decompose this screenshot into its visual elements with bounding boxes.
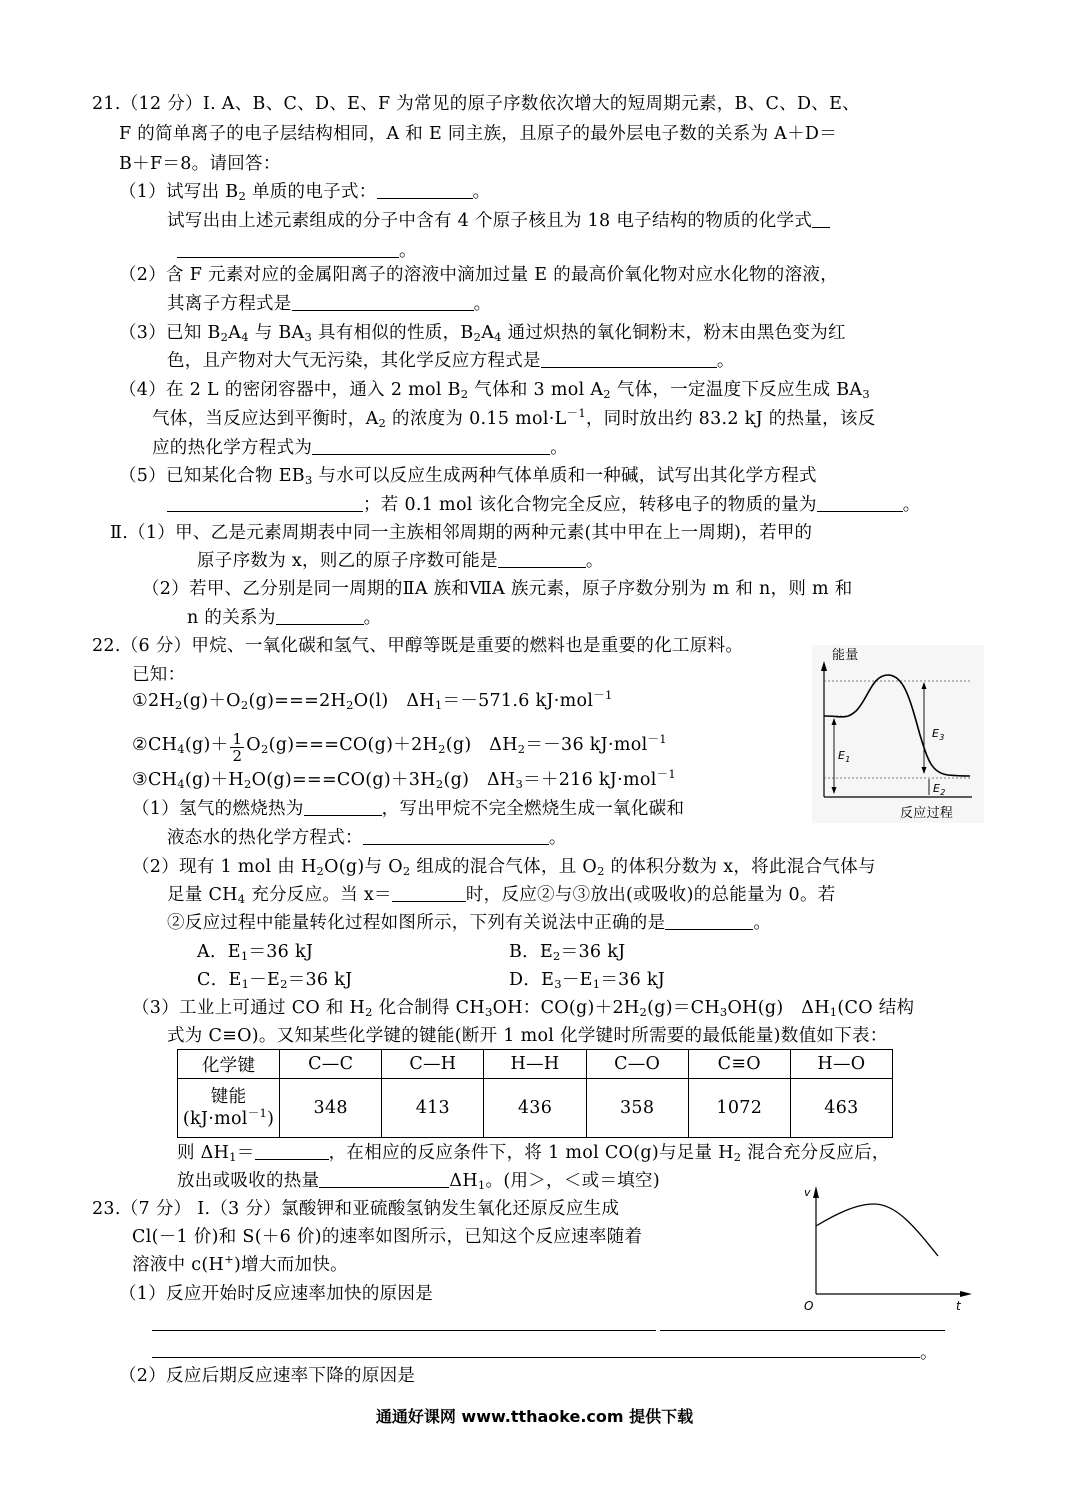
q22-part1: （1）氢气的燃烧热为 ，写出甲烷不完全燃烧生成一氧化碳和: [132, 799, 685, 819]
rate-curve: [816, 1204, 938, 1256]
table-cell: 348: [280, 1079, 382, 1138]
table-row-label: [178, 1079, 280, 1138]
q23-part1-end: 。: [920, 1343, 938, 1363]
answer-blank[interactable]: [498, 550, 586, 568]
q21-part3-b: 色，且产物对大气无污染，其化学反应方程式是 。: [167, 351, 735, 371]
answer-blank[interactable]: [319, 1170, 449, 1188]
answer-blank[interactable]: [177, 240, 399, 258]
q22-option-a: A．$E_1=36$ kJ: [197, 942, 314, 963]
answer-blank[interactable]: [276, 607, 364, 625]
energy-diagram: [812, 645, 984, 823]
q22-option-c: C．$E_1-E_2=36$ kJ: [197, 970, 353, 991]
table-cell: 358: [586, 1079, 688, 1138]
answer-blank[interactable]: [392, 884, 466, 902]
q23-line-2: Cl(－1 价)和 S(＋6 价)的速率如图所示，已知这个反应速率随着: [132, 1227, 643, 1247]
bond-energy-table: [177, 1049, 893, 1138]
answer-blank[interactable]: [312, 437, 550, 455]
answer-blank[interactable]: [255, 1142, 329, 1160]
row-label-line-1: 键能: [210, 1087, 247, 1107]
origin-label: O: [804, 1299, 814, 1313]
q21-part2: （2）含 F 元素对应的金属阳离子的溶液中滴加过量 E 的最高价氧化物对应水化物的溶液，: [119, 265, 838, 285]
table-header-cell: C—H: [382, 1050, 484, 1079]
table-cell: 463: [790, 1079, 892, 1138]
q21-part1-b: 试写出由上述元素组成的分子中含有 4 个原子核且为 18 电子结构的物质的化学式: [167, 210, 830, 232]
answer-blank[interactable]: [304, 798, 382, 816]
table-header-cell: 化学键: [178, 1050, 280, 1079]
q21-part4-c: 应的热化学方程式为 。: [152, 438, 569, 458]
q21-part1: （1）试写出 $B_2$ 单质的电子式： 。: [119, 182, 491, 203]
q22-option-d: D．$E_3-E_1=36$ kJ: [509, 970, 666, 991]
q22-part1-b: 液态水的热化学方程式： 。: [167, 828, 567, 848]
table-header-cell: C—O: [586, 1050, 688, 1079]
table-header-cell: C—C: [280, 1050, 382, 1079]
q21-ii-2: （2）若甲、乙分别是同一周期的ⅡA 族和ⅦA 族元素，原子序数分别为 m 和 n，则 m 和: [142, 579, 853, 599]
q22-line-1: 22.（6 分）甲烷、一氧化碳和氢气、甲醇等既是重要的燃料也是重要的化工原料。: [92, 636, 744, 656]
q21-part5: （5）已知某化合物 $EB_3$ 与水可以反应生成两种气体单质和一种碱，试写出其化学方程式: [119, 466, 817, 487]
y-axis-arrow: [813, 1186, 819, 1198]
table-header-row: [178, 1050, 893, 1079]
q21-ii-2-b: n 的关系为 。: [187, 608, 382, 628]
fraction: $\frac{1}{2}$: [232, 730, 243, 765]
answer-line: [152, 1357, 920, 1358]
q21-part4-b: 气体，当反应达到平衡时，$A_2$ 的浓度为 0.15 $mol\cdot L^{-1}$，同时放出约 83.2 kJ 的热量，该反: [152, 406, 876, 430]
answer-line: [660, 1330, 945, 1331]
q22-part2-b: 足量 $CH_4$ 充分反应。当 x＝ 时，反应②与③放出(或吸收)的总能量为 0。若: [167, 885, 836, 906]
q21-part1-blank: 。: [177, 240, 417, 262]
q23-line-1: 23.（7 分） Ⅰ.（3 分）氯酸钾和亚硫酸氢钠发生氧化还原反应生成: [92, 1199, 620, 1219]
answer-blank[interactable]: [167, 494, 363, 512]
answer-blank[interactable]: [363, 827, 549, 845]
q21-part2-b: 其离子方程式是 。: [167, 294, 492, 314]
q23-line-3: 溶液中 c(H+)增大而加快。: [132, 1252, 348, 1275]
table-cell: 436: [484, 1079, 586, 1138]
q22-part2: （2）现有 1 mol 由 $H_2O(g)$与 $O_2$ 组成的混合气体，且 $O_2$ 的体积分数为 x，将此混合气体与: [132, 857, 876, 878]
table-cell: 1072: [688, 1079, 790, 1138]
q21-line-1: 21.（12 分）Ⅰ. A、B、C、D、E、F 为常见的原子序数依次增大的短周期元素，B、C、D、E、: [92, 94, 860, 114]
table-header-cell: H—H: [484, 1050, 586, 1079]
row-label-line-2: (kJ·mol$^{-1}$): [182, 1106, 275, 1129]
q21-line-2: F 的简单离子的电子层结构相同，A 和 E 同主族，且原子的最外层电子数的关系为 A＋D＝: [119, 124, 838, 144]
q21-part5-b: ；若 0.1 mol 该化合物完全反应，转移电子的物质的量为 。: [167, 494, 921, 516]
table-header-cell: C≡O: [688, 1050, 790, 1079]
q22-eq-3: $③CH_4(g)+H_2O(g)===CO(g)+3H_2(g)$ $\Delta H_3=+216$ kJ·mol$^{-1}$: [132, 767, 677, 791]
q22-eq-2: $②CH_4(g)+$ $\frac{1}{2}$ $O_2(g)===CO(g)+2H_2(g)$ $\Delta H_2=-36$ kJ·mol$^{-1}$: [132, 730, 667, 765]
answer-blank[interactable]: [665, 912, 753, 930]
x-axis-label: 反应过程: [900, 806, 954, 821]
q22-part3-b: 式为 C≡O)。又知某些化学键的键能(断开 1 mol 化学键时所需要的最低能量)数值如下表：: [167, 1026, 888, 1046]
q22-part3-d: 放出或吸收的热量 $\Delta H_1$。(用＞，＜或＝填空): [177, 1171, 660, 1192]
q21-part3: （3）已知 $B_2A_4$ 与 $BA_3$ 具有相似的性质，$B_2A_4$ 通过炽热的氧化铜粉末，粉末由黑色变为红: [119, 323, 846, 344]
y-axis-label: v: [804, 1186, 811, 1199]
page-footer: 通通好课网 www.tthaoke.com 提供下载: [375, 1407, 694, 1426]
q23-part2: （2）反应后期反应速率下降的原因是: [119, 1366, 416, 1386]
table-cell: 413: [382, 1079, 484, 1138]
rate-time-diagram: [796, 1178, 976, 1316]
answer-blank[interactable]: [541, 350, 717, 368]
e1-label: $E_1$: [838, 749, 851, 764]
q21-line-3: B＋F＝8。请回答：: [119, 154, 281, 174]
answer-blank[interactable]: [817, 494, 903, 512]
table-header-cell: H—O: [790, 1050, 892, 1079]
x-axis-arrow: [960, 1291, 972, 1297]
table-row: [178, 1079, 893, 1138]
answer-line: [152, 1330, 656, 1331]
answer-blank[interactable]: [377, 181, 473, 199]
e2-label: $E_2$: [933, 782, 946, 797]
q21-ii-1: Ⅱ.（1）甲、乙是元素周期表中同一主族相邻周期的两种元素(其中甲在上一周期)，若甲的: [110, 523, 813, 543]
y-axis-label: 能量: [832, 648, 859, 663]
answer-blank[interactable]: [292, 293, 474, 311]
q21-ii-1-b: 原子序数为 x，则乙的原子序数可能是 。: [197, 551, 604, 571]
q22-part2-c: ②反应过程中能量转化过程如图所示，下列有关说法中正确的是 。: [167, 913, 772, 933]
q22-option-b: B．$E_2=36$ kJ: [509, 942, 626, 963]
x-axis-label: t: [956, 1299, 962, 1313]
answer-blank[interactable]: [812, 210, 830, 228]
e3-label: $E_3$: [932, 727, 945, 742]
q22-given: 已知：: [132, 665, 186, 685]
q23-part1: （1）反应开始时反应速率加快的原因是: [119, 1284, 434, 1304]
q22-part3: （3）工业上可通过 CO 和 $H_2$ 化合制得 $CH_3OH$：$CO(g)+2H_2(g)=CH_3OH(g)$ $\Delta H_1(CO$ 结构: [132, 998, 915, 1019]
q22-eq-1: $①2H_2(g)+O_2(g)===2H_2O(l)$ $\Delta H_1=-571.6$ kJ·mol$^{-1}$: [132, 688, 613, 712]
q21-part4: （4）在 2 L 的密闭容器中，通入 2 mol $B_2$ 气体和 3 mol $A_2$ 气体，一定温度下反应生成 $BA_3$: [119, 380, 870, 401]
q22-part3-c: 则 $\Delta H_1=$ ，在相应的反应条件下，将 1 mol CO(g)与足量 $H_2$ 混合充分反应后，: [177, 1143, 890, 1164]
